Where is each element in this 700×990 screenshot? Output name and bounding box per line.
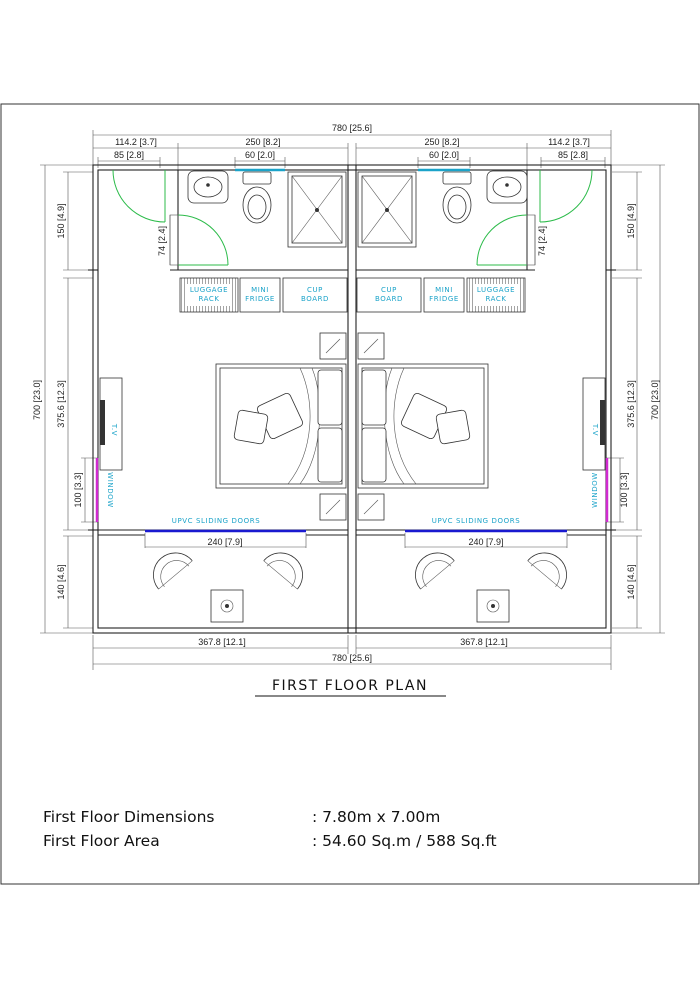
label-window-right: WINDOW: [591, 472, 599, 508]
balcony-right: [406, 544, 575, 622]
dim-sliding-left: 240 [7.9]: [207, 537, 243, 547]
dim-unit-width-left: 367.8 [12.1]: [198, 637, 246, 647]
dim-bath-depth-right: 150 [4.9]: [626, 203, 636, 239]
dim-bath-door-left: 74 [2.4]: [157, 225, 167, 257]
info-area-value: : 54.60 Sq.m / 588 Sq.ft: [312, 832, 497, 850]
label-fridge-left-1: MINI: [251, 286, 269, 294]
dim-bath-door-right: 74 [2.4]: [537, 225, 547, 257]
dim-balcony-left: 140 [4.6]: [56, 564, 66, 600]
label-luggage-left-2: RACK: [198, 295, 220, 303]
label-tv-left: T.V: [110, 423, 118, 437]
label-fridge-right-2: FRIDGE: [429, 295, 459, 303]
info-dimensions-label: First Floor Dimensions: [43, 808, 215, 826]
label-cupboard-left-2: BOARD: [300, 295, 330, 303]
dim-balcony-right: 140 [4.6]: [626, 564, 636, 600]
dim-door-left: 85 [2.8]: [113, 150, 145, 160]
dim-overall-bottom: 780 [25.6]: [331, 653, 373, 663]
bed-right: [358, 364, 488, 488]
top-dimensions: [93, 130, 611, 170]
label-tv-right: T.V: [591, 423, 599, 437]
dim-door-right: 85 [2.8]: [557, 150, 589, 160]
label-fridge-left-2: FRIDGE: [245, 295, 275, 303]
dim-side-right: 114.2 [3.7]: [548, 137, 590, 147]
dim-room-depth-left: 375.6 [12.3]: [56, 380, 66, 428]
dim-total-depth-right: 700 [23.0]: [650, 379, 660, 421]
dim-bath-width-right: 250 [8.2]: [424, 137, 460, 147]
label-cupboard-left-1: CUP: [306, 286, 324, 294]
label-luggage-right-2: RACK: [485, 295, 507, 303]
info-dimensions-value: : 7.80m x 7.00m: [312, 808, 441, 826]
label-luggage-left-1: LUGGAGE: [189, 286, 229, 294]
dim-bath-depth-left: 150 [4.9]: [56, 203, 66, 239]
dim-unit-width-right: 367.8 [12.1]: [460, 637, 508, 647]
dim-side-left: 114.2 [3.7]: [115, 137, 157, 147]
label-sliding-doors-right: UPVC SLIDING DOORS: [431, 517, 521, 525]
toilet-left: [243, 172, 271, 223]
label-cupboard-right-2: BOARD: [374, 295, 404, 303]
dim-basin-right: 60 [2.0]: [428, 150, 460, 160]
shower-left: [288, 172, 346, 247]
plan-title: FIRST FLOOR PLAN: [272, 678, 428, 694]
dim-room-depth-right: 375.6 [12.3]: [626, 380, 636, 428]
sink-right: [487, 171, 527, 203]
balcony-left: [144, 544, 311, 622]
toilet-right: [443, 172, 471, 223]
info-area-label: First Floor Area: [43, 832, 160, 850]
dim-window-left: 100 [3.3]: [73, 472, 83, 508]
sink-left: [188, 171, 228, 203]
dim-sliding-right: 240 [7.9]: [468, 537, 504, 547]
dim-window-right: 100 [3.3]: [619, 472, 629, 508]
bed-left: [216, 364, 346, 488]
label-luggage-right-1: LUGGAGE: [476, 286, 516, 294]
dim-basin-left: 60 [2.0]: [244, 150, 276, 160]
dim-overall-top: 780 [25.6]: [331, 123, 373, 133]
label-sliding-doors-left: UPVC SLIDING DOORS: [171, 517, 261, 525]
label-cupboard-right-1: CUP: [380, 286, 398, 294]
label-window-left: WINDOW: [106, 472, 114, 508]
dim-bath-width-left: 250 [8.2]: [245, 137, 281, 147]
shower-right: [358, 172, 416, 247]
dim-total-depth-left: 700 [23.0]: [32, 379, 42, 421]
label-fridge-right-1: MINI: [435, 286, 453, 294]
